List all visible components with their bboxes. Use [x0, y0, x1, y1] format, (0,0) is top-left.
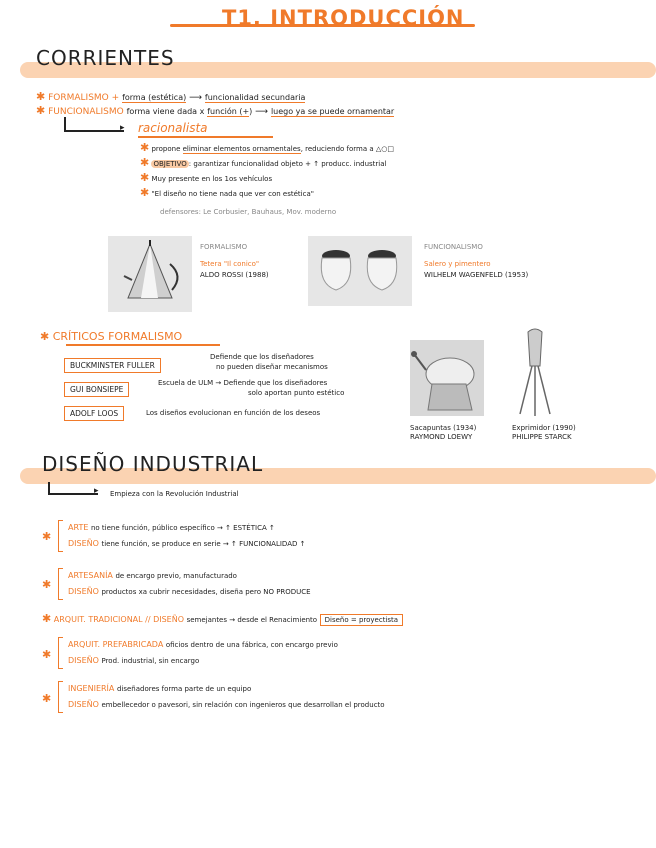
- bullet-icon: ✱: [140, 156, 150, 169]
- intro-text: Empieza con la Revolución Industrial: [110, 490, 239, 498]
- name-box-loos: ADOLF LOOS: [64, 406, 124, 421]
- arrow-head-icon: ▸: [94, 486, 99, 496]
- racionalista-label: racionalista: [138, 121, 208, 135]
- formalismo-line: [36, 90, 305, 103]
- bullet-icon: ✱: [36, 104, 46, 117]
- img2-caption: [424, 242, 528, 281]
- bullet-icon: ✱: [140, 141, 150, 154]
- bullet-icon: ✱: [42, 530, 52, 543]
- img1-label: FORMALISMO: [200, 243, 248, 251]
- list-item: ✱ OBJETIVO : garantizar funcionalidad objeto + ↑ producc. industrial: [140, 156, 387, 169]
- bracket: [58, 681, 63, 713]
- bullet-icon: ✱: [42, 612, 52, 625]
- list-item: DISEÑO tiene función, se produce en serie → ↑ FUNCIONALIDAD ↑: [68, 539, 306, 548]
- formalismo-arrow-text: funcionalidad secundaria: [204, 93, 306, 102]
- funcionalismo-arrow-text: luego ya se puede ornamentar: [270, 107, 395, 116]
- img2-black: WILHELM WAGENFELD (1953): [424, 271, 529, 279]
- salt-pepper-image: [308, 236, 412, 306]
- section-heading-diseno: DISEÑO INDUSTRIAL: [42, 452, 264, 476]
- funcionalismo-text-c: ): [249, 107, 253, 116]
- img2-orange: Salero y pimentero: [424, 260, 491, 268]
- group4: [68, 637, 338, 669]
- bonsiepe-text: Escuela de ULM → Defiende que los diseñadores solo aportan punto estético: [158, 379, 345, 397]
- criticos-heading: ✱ CRÍTICOS FORMALISMO: [40, 330, 183, 343]
- group2: [68, 568, 311, 600]
- group5: [68, 681, 385, 713]
- group1: [68, 520, 305, 552]
- proyectista-box: Diseño = proyectista: [320, 614, 403, 626]
- img1-orange: Tetera "Il conico": [200, 260, 260, 268]
- funcionalismo-line: [36, 104, 394, 117]
- arrow-head-icon: ▸: [120, 123, 125, 133]
- formalismo-label: FORMALISMO: [48, 93, 109, 103]
- list-item: ARQUIT. PREFABRICADA oficios dentro de una fábrica, con encargo previo: [68, 640, 338, 649]
- racionalista-underline: [138, 136, 273, 138]
- defensores-text: defensores: Le Corbusier, Bauhaus, Mov. moderno: [160, 208, 337, 216]
- cone-teapot-icon: [108, 236, 192, 312]
- list-item: INGENIERÍA diseñadores forma parte de un equipo: [68, 684, 252, 693]
- bullet-icon: ✱: [42, 648, 52, 661]
- img1-caption: [200, 242, 269, 281]
- list-item: DISEÑO productos xa cubrir necesidades, diseña pero NO PRODUCE: [68, 587, 311, 596]
- img1-black: ALDO ROSSI (1988): [200, 271, 269, 279]
- teapot-image: [108, 236, 192, 312]
- page-title: T1. INTRODUCCIÓN: [222, 6, 465, 30]
- loos-text: Los diseños evolucionan en función de los deseos: [146, 409, 321, 417]
- bracket: [58, 568, 63, 600]
- bullet-icon: ✱: [36, 90, 46, 103]
- list-item: ARTE no tiene función, público específico → ↑ ESTÉTICA ↑: [68, 523, 275, 532]
- bullet-icon: ✱: [40, 330, 50, 343]
- bullet-icon: ✱: [140, 186, 150, 199]
- juicer-image: [510, 326, 560, 418]
- sharpener-icon: [410, 340, 484, 416]
- img4-caption: Exprimidor (1990) PHILIPPE STARCK: [512, 424, 576, 441]
- elbow-arrow: [64, 117, 66, 131]
- funcionalismo-text-b: función (+: [207, 107, 250, 116]
- list-item: DISEÑO embellecedor o pavesori, sin relación con ingenieros que desarrollan el producto: [68, 700, 385, 709]
- elbow-arrow-h: [64, 130, 124, 132]
- elbow-arrow-h: [48, 493, 98, 495]
- racionalista-bullets: [140, 141, 394, 201]
- juicer-icon: [510, 326, 560, 418]
- list-item: DISEÑO Prod. industrial, sin encargo: [68, 656, 200, 665]
- list-item: ✱ "El diseño no tiene nada que ver con estética": [140, 186, 314, 199]
- list-item: ✱ propone eliminar elementos ornamentales, reduciendo forma a △○□: [140, 141, 394, 154]
- shakers-icon: [308, 236, 412, 306]
- arrow-icon: ⟶: [189, 93, 202, 103]
- formalismo-text: forma (estética): [122, 93, 187, 102]
- bracket: [58, 637, 63, 669]
- arrow-icon: ⟶: [255, 107, 269, 117]
- bullet-icon: ✱: [140, 171, 150, 184]
- list-item: ARTESANÍA de encargo previo, manufacturado: [68, 571, 237, 580]
- fuller-text: Defiende que los diseñadores no pueden diseñar mecanismos: [210, 353, 328, 371]
- sharpener-image: [410, 340, 484, 416]
- name-box-fuller: BUCKMINSTER FULLER: [64, 358, 161, 373]
- bullet-icon: ✱: [42, 578, 52, 591]
- name-box-bonsiepe: GUI BONSIEPE: [64, 382, 129, 397]
- section-heading-corrientes: CORRIENTES: [36, 46, 175, 70]
- funcionalismo-text-a: forma viene dada x: [126, 107, 205, 116]
- img3-caption: Sacapuntas (1934) RAYMOND LOEWY: [410, 424, 477, 441]
- list-item: ✱ Muy presente en los 1os vehículos: [140, 171, 273, 184]
- bracket: [58, 520, 63, 552]
- criticos-underline: [66, 344, 220, 346]
- bullet-icon: ✱: [42, 692, 52, 705]
- group3: ✱ ARQUIT. TRADICIONAL // DISEÑO semejantes → desde el Renacimiento Diseño = proyectista: [42, 612, 403, 625]
- img2-label: FUNCIONALISMO: [424, 243, 483, 251]
- funcionalismo-label: FUNCIONALISMO: [48, 107, 124, 117]
- plus-sign: +: [111, 93, 120, 103]
